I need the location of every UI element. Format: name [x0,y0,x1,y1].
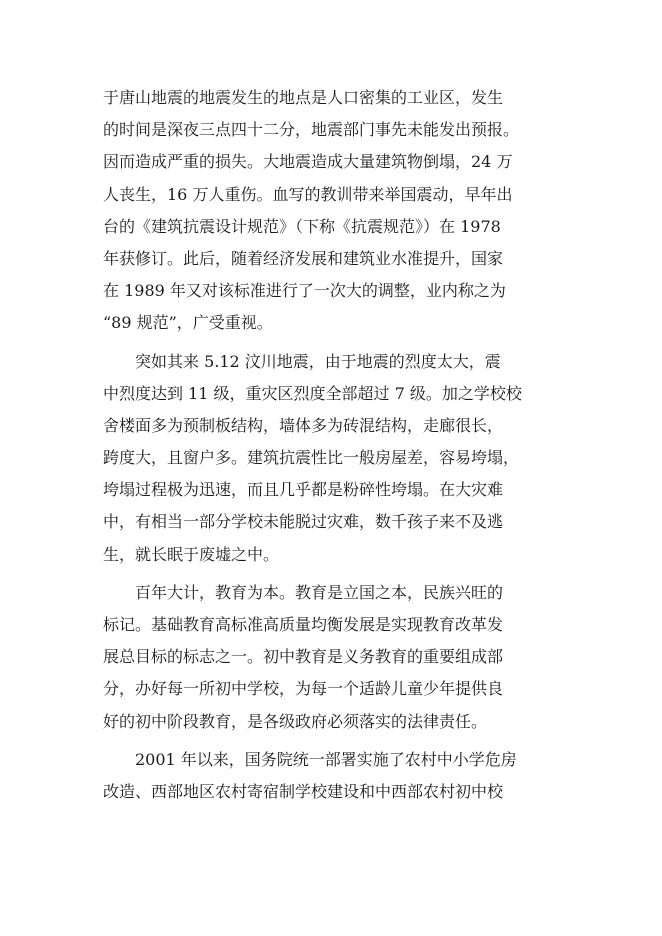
text-line: 中烈度达到 11 级，重灾区烈度全部超过 7 级。加之学校校 [103,383,522,403]
text-line: 中，有相当一部分学校未能脱过灾难，数千孩子来不及逃 [103,512,504,532]
text-line: 台的《建筑抗震设计规范》（下称《抗震规范》）在 1978 [103,216,501,236]
text-line: 突如其来 5.12 汶川地震，由于地震的烈度太大，震 [103,351,501,371]
text-line: 于唐山地震的地震发生的地点是人口密集的工业区，发生 [103,88,504,107]
text-line: 展总目标的标志之一。初中教育是义务教育的重要组成部 [103,647,504,667]
paragraph-3 [103,577,563,738]
text-line: 在 1989 年又对该标准进行了一次大的调整，业内称之为 [103,281,506,301]
paragraph-2 [103,346,563,571]
text-line: 标记。基础教育高标准高质量均衡发展是实现教育改革发 [103,615,504,634]
text-line: 好的初中阶段教育，是各级政府必须落实的法律责任。 [103,711,488,731]
text-line: 人丧生，16 万人重伤。血写的教训带来举国震动，早年出 [103,184,513,204]
text-line: 垮塌过程极为迅速，而且几乎都是粉碎性垮塌。在大灾难 [103,480,504,500]
text-line: “89 规范”，广受重视。 [103,313,273,333]
paragraph-1 [103,82,563,340]
text-line: 分，办好每一所初中学校，为每一个适龄儿童少年提供良 [103,679,504,699]
text-line: 年获修订。此后，随着经济发展和建筑业水准提升，国家 [103,248,504,268]
text-line: 跨度大，且窗户多。建筑抗震性比一般房屋差，容易垮塌， [103,448,520,468]
text-line: 的时间是深夜三点四十二分，地震部门事先未能发出预报。 [103,120,520,140]
text-line: 生，就长眠于废墟之中。 [103,544,280,564]
text-line: 舍楼面多为预制板结构，墙体多为砖混结构，走廊很长， [103,415,504,435]
text-line: 2001 年以来，国务院统一部署实施了农村中小学危房 [103,749,517,769]
text-line: 改造、西部地区农村寄宿制学校建设和中西部农村初中校 [103,781,504,801]
text-line: 因而造成严重的损失。大地震造成大量建筑物倒塌，24 万 [103,152,513,172]
paragraph-4 [103,744,563,808]
document-body [103,82,563,808]
text-line: 百年大计，教育为本。教育是立国之本，民族兴旺的 [103,582,504,602]
